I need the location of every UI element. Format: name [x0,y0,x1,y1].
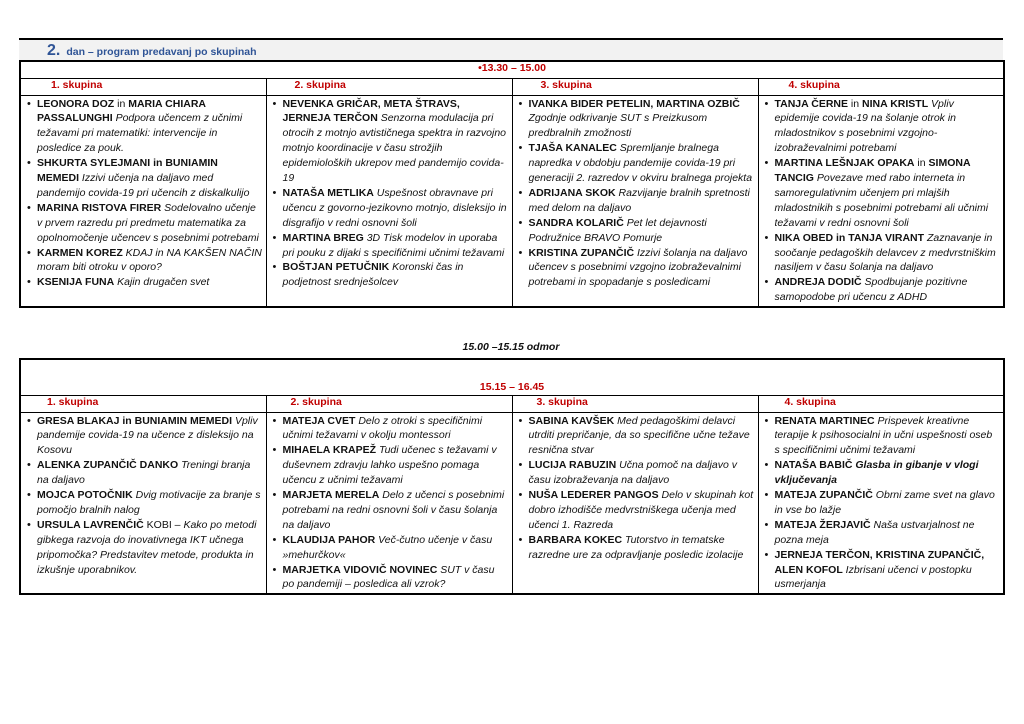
talk-title: Med pedagoškimi delavci utrditi prepričanje, da so specifične učne težave resnična stvar [528,414,750,457]
talk-item [25,458,263,488]
talk-list [513,413,758,564]
talk-item [25,414,263,459]
talk-author: MATEJA ZUPANČIČ [774,489,873,502]
talk-connector: in [914,157,929,170]
group-column-1 [20,412,266,594]
talk-author: GRESA BLAKAJ in BUNIAMIN MEMEDI [37,414,233,427]
talk-title: Delo z učenci s posebnimi potrebami na redni osnovni šoli v času šolanja na daljavo [282,489,505,531]
talk-title: SUT v času po pandemiji – posledica ali vzrok? [282,563,495,591]
talk-author: NIKA OBED in TANJA VIRANT [774,231,925,244]
talk-list [267,413,512,594]
talk-author: SANDRA KOLARIČ [528,216,624,229]
talk-title: Sodelovalno učenje v prvem razredu pri predmetu matematika za opolnomočenje učencev s posebnimi potrebami [37,201,259,244]
talk-item [271,231,509,261]
session-1-time: •13.30 – 15.00 [20,61,1004,78]
group-header-1: 1. skupina [20,395,266,412]
talk-item [271,488,509,533]
talk-author: NINA KRISTL [862,97,929,110]
program-page [19,38,1003,591]
group-column-3 [512,95,758,307]
talk-item [763,548,1001,593]
talk-title: Tudi učenec s težavami v duševnem zdravju lahko uspešno pomaga učencu z učnimi težavami [282,444,497,487]
talk-author: MOJCA POTOČNIK [37,489,133,502]
group-header-4: 4. skupina [758,395,1004,412]
talk-item [763,458,1001,488]
talk-item [763,275,1001,305]
talk-item [25,275,263,290]
talk-list [267,96,512,292]
talk-author: KARMEN KOREZ [37,246,123,259]
talk-author: URSULA LAVRENČIČ [37,518,144,531]
talk-item [271,533,509,563]
talk-item [763,414,1001,459]
talk-item [25,201,263,246]
talk-item [763,231,1001,276]
talk-author: SABINA KAVŠEK [528,414,615,427]
talk-item [271,563,509,593]
talk-author: NUŠA LEDERER PANGOS [528,489,659,502]
talk-title: Koronski čas in podjetnost srednješolcev [282,261,464,289]
talk-author: TANJA ČERNE [774,97,849,110]
talk-item [763,488,1001,518]
talk-title: Izbrisani učenci v postopku usmerjanja [774,563,972,591]
talk-title: Spodbujanje pozitivne samopodobe pri učencu z ADHD [774,276,968,304]
group-header-2: 2. skupina [266,78,512,95]
talk-author: NATAŠA METLIKA [282,186,374,199]
talk-item [517,488,755,533]
talk-connector: in [114,97,129,110]
talk-title: Zaznavanje in soočanje pedagoških delavcev z medvrstniškim nasiljem v času šolanja na daljavo [774,231,996,274]
talk-title: Glasba in gibanje v vlogi vključevanja [774,459,979,487]
talk-item [517,216,755,246]
break-label: 15.00 –15.15 odmor [462,341,560,353]
talk-author: MARIA CHIARA PASSALUNGHI [37,97,206,125]
talk-author: KLAUDIJA PAHOR [282,533,376,546]
talk-author: BARBARA KOKEC [528,533,623,546]
talk-connector: in [848,97,863,110]
talk-item [25,488,263,518]
talk-title: Učna pomoč na daljavo v času izobraževanja na daljavo [528,459,738,487]
talk-item [271,414,509,444]
talk-item [271,97,509,186]
talk-title: Kajin drugačen svet [114,276,210,289]
talk-author: SIMONA TANCIG [774,157,971,185]
group-column-2 [266,95,512,307]
talk-item [25,156,263,201]
talk-title: Delo v skupinah kot dobro izhodišče medvrstniškega učenja med učenci 1. Razreda [528,489,754,531]
group-column-2 [266,412,512,594]
session-1-table [19,60,1005,308]
group-column-4 [758,95,1004,307]
talk-list [21,96,266,292]
talk-title: Izzivi šolanja na daljavo učencev s posebnimi vzgojno izobraževalnimi potrebami in spopadanje s posledicami [528,246,748,289]
talk-author: ADRIJANA SKOK [528,186,616,199]
talk-author: KRISTINA ZUPANČIČ [528,246,635,259]
talk-list [513,96,758,292]
group-header-4: 4. skupina [758,78,1004,95]
talk-title: Razvijanje bralnih spretnosti med delom na daljavo [528,186,750,214]
talk-list [759,96,1004,307]
talk-author: SHKURTA SYLEJMANI in BUNIAMIN MEMEDI [37,157,218,185]
talk-author: MIHAELA KRAPEŽ [282,444,377,457]
group-header-1: 1. skupina [20,78,266,95]
talk-title: KDAJ in NA KAKŠEN NAČIN moram biti otroku v oporo? [37,246,262,274]
talk-item [517,458,755,488]
talk-author: MARINA RISTOVA FIRER [37,201,162,214]
talk-item [517,97,755,142]
talk-connector: KOBI – [143,518,184,531]
talk-author: ALENKA ZUPANČIČ DANKO [37,459,179,472]
talk-title: Uspešnost obravnave pri učencu z govorno-jezikovno motnjo, disleksijo in disgrafijo v redni osnovni šoli [282,186,507,229]
talk-item [763,518,1001,548]
talk-item [271,186,509,231]
talk-author: NATAŠA BABIČ [774,459,853,472]
talk-title: Treningi branja na daljavo [37,459,251,487]
talk-title: 3D Tisk modelov in uporaba pri pouku z dijaki s specifičnimi učnimi težavami [282,231,505,259]
bullet-icon: • [478,62,482,74]
talk-title: Zgodnje odkrivanje SUT s Preizkusom predbralnih zmožnosti [528,112,708,140]
group-column-3 [512,412,758,594]
talk-title: Delo z otroki s specifičnimi učnimi težavami v okolju montessori [282,414,483,442]
talk-title: Izzivi učenja na daljavo med pandemijo covida-19 pri učencih z diskalkulijo [37,172,250,199]
talk-author: MARTINA BREG [282,231,364,244]
talk-item [25,97,263,157]
talk-author: LUCIJA RABUZIN [528,459,617,472]
talk-item [271,260,509,290]
talk-author: RENATA MARTINEC [774,414,875,427]
talk-author: MATEJA CVET [282,414,356,427]
talk-title: Povezave med rabo interneta in samoregulativnim učenjem pri mlajših mladostnikih s posebnimi potrebami ali učnimi težavami v redni osnovni šoli [774,172,989,229]
talk-author: ANDREJA DODIČ [774,276,862,289]
session-2-time: 15.15 – 16.45 [20,359,1004,395]
talk-item [763,97,1001,157]
talk-author: MARJETA MERELA [282,489,380,502]
group-header-3: 3. skupina [512,395,758,412]
talk-title: Kako po metodi gibkega razvoja do inovativnega IKT učnega pripomočka? Predstavitev metode, produkta in izkušnje uporabnikov. [37,518,257,576]
talk-list [21,413,266,579]
talk-item [517,186,755,216]
talk-item [517,533,755,563]
talk-author: NEVENKA GRIČAR, META ŠTRAVS, JERNEJA TERČON [282,97,460,125]
talk-author: TJAŠA KANALEC [528,142,617,155]
talk-item [271,443,509,488]
talk-title: Tutorstvo in tematske razredne ure za odpravljanje posledic izolacije [528,533,744,561]
talk-author: LEONORA DOZ [37,97,115,110]
talk-item [25,518,263,578]
talk-author: JERNEJA TERČON, KRISTINA ZUPANČIČ, ALEN KOFOL [774,548,985,576]
talk-title: Dvig motivacije za branje s pomočjo bralnih nalog [37,489,261,516]
talk-item [763,156,1001,231]
talk-author: IVANKA BIDER PETELIN, MARTINA OZBIČ [528,97,740,110]
day-title: dan – program predavanj po skupinah [66,46,257,58]
talk-title: Podpora učencem z učnimi težavami pri matematiki: intervencije in posledice za pouk. [37,112,243,155]
talk-title: Senzorna modulacija pri otrocih z motnjo avtističnega spektra in razvojno motnjo koordinacije v času strožjih epidemioloških ukrepov med pandemijo covida-19 [282,112,507,185]
talk-author: MARJETKA VIDOVIČ NOVINEC [282,563,438,576]
talk-item [517,246,755,291]
talk-title: Obrni zame svet na glavo in vse bo lažje [774,489,995,516]
talk-title: Pet let dejavnosti Podružnice BRAVO Pomurje [528,216,707,244]
day-number: 2. [47,42,61,59]
talk-item [25,246,263,276]
session-2-table [19,358,1005,595]
talk-author: MARTINA LEŠNJAK OPAKA [774,157,915,170]
talk-author: BOŠTJAN PETUČNIK [282,261,390,274]
talk-author: KSENIJA FUNA [37,276,115,289]
talk-list [759,413,1004,594]
talk-author: MATEJA ŽERJAVIČ [774,518,871,531]
group-header-2: 2. skupina [266,395,512,412]
talk-title: Prispevek kreativne terapije k psihosocialni in učni uspešnosti oseb s specifičnimi učnimi težavami [774,414,993,457]
group-header-3: 3. skupina [512,78,758,95]
group-column-4 [758,412,1004,594]
talk-title: Vpliv pandemije covida-19 na učence z disleksijo na Kosovu [37,414,258,457]
talk-title: Naša ustvarjalnost ne pozna meja [774,518,975,546]
talk-item [517,414,755,459]
talk-item [517,141,755,186]
talk-title: Spremljanje bralnega napredka v obdobju pandemije covida-19 pri generaciji 2. razredov v okviru bralnega projekta [528,142,753,185]
talk-title: Več-čutno učenje v času »mehurčkov« [282,533,493,561]
talk-title: Vpliv epidemije covida-19 na šolanje otrok in mladostnikov s posebnimi vzgojno-izobraževalnimi potrebami [774,97,957,155]
group-column-1 [20,95,266,307]
day-header [19,38,1003,60]
